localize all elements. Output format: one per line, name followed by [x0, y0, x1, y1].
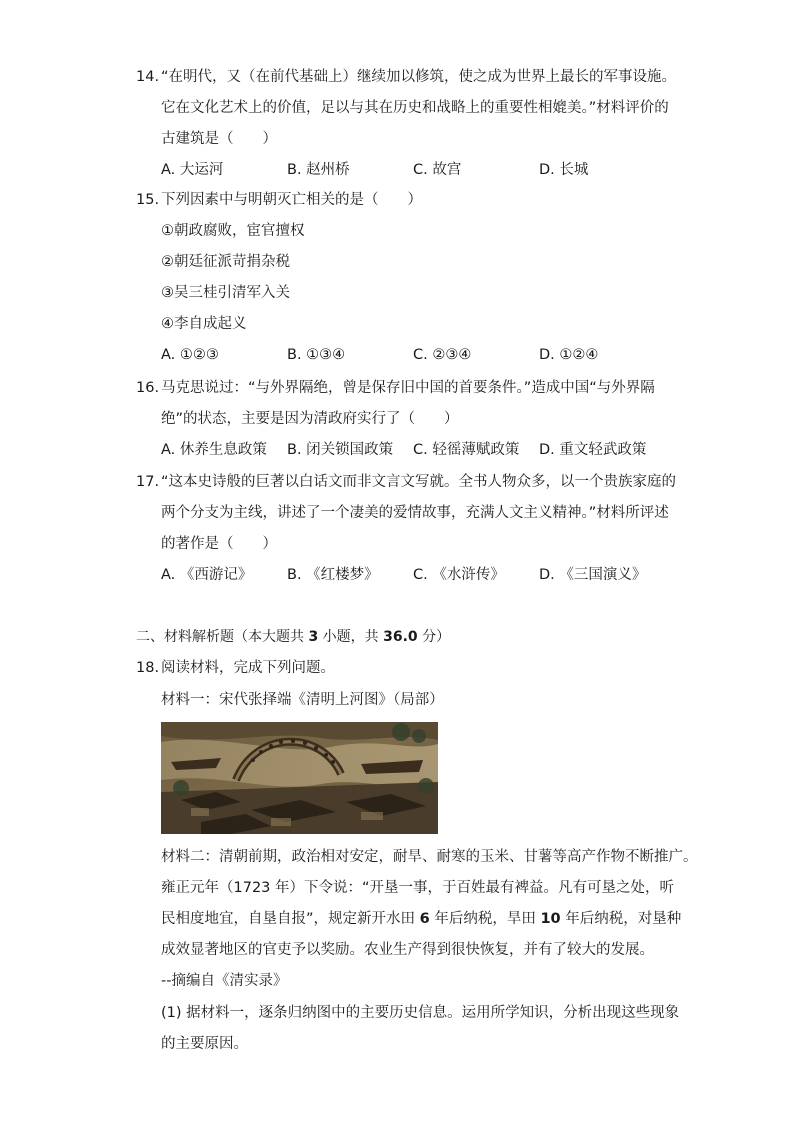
material-2-line3-c: 年后纳税，旱田	[429, 911, 541, 927]
question-14-option-d: D. 长城	[539, 162, 589, 178]
question-15-option-d: D. ①②④	[539, 347, 599, 363]
question-16-text-line1: 马克思说过：“与外界隔绝，曾是保存旧中国的首要条件。”造成中国“与外界隔	[161, 380, 655, 396]
question-15-item-4: ④李自成起义	[161, 316, 247, 332]
sub-question-1-line2: 的主要原因。	[161, 1036, 248, 1052]
question-17-option-a: A. 《西游记》	[161, 567, 253, 583]
question-15-item-2: ②朝廷征派苛捐杂税	[161, 254, 290, 270]
section-2-title-b: 小题，共	[318, 629, 384, 645]
question-17-option-d: D. 《三国演义》	[539, 567, 647, 583]
question-17-text-line3: 的著作是（ ）	[161, 536, 277, 552]
question-15-option-c: C. ②③④	[413, 347, 472, 363]
question-16-option-b: B. 闭关锁国政策	[287, 442, 394, 458]
question-14-number: 14.	[136, 69, 160, 85]
question-17-option-b: B. 《红楼梦》	[287, 567, 379, 583]
material-1-caption: 材料一：宋代张择端《清明上河图》（局部）	[161, 692, 444, 708]
question-15-text: 下列因素中与明朝灭亡相关的是（ ）	[161, 192, 422, 208]
question-14-text-line1: “在明代，又（在前代基础上）继续加以修筑，使之成为世界上最长的军事设施。	[161, 69, 677, 85]
question-18-instruction: 阅读材料，完成下列问题。	[161, 660, 335, 676]
material-2-line3-e: 年后纳税，对垦种	[560, 911, 682, 927]
question-15-item-1: ①朝政腐败，宦官擅权	[161, 223, 305, 239]
material-2-source: --摘编自《清实录》	[161, 973, 288, 989]
question-16-text-line2: 绝”的状态，主要是因为清政府实行了（ ）	[161, 411, 459, 427]
question-16-option-d: D. 重文轻武政策	[539, 442, 647, 458]
qingming-scroll-painting-image	[161, 722, 438, 834]
question-15-number: 15.	[136, 192, 160, 208]
question-14-text-line3: 古建筑是（ ）	[161, 131, 277, 147]
question-17-number: 17.	[136, 474, 160, 490]
section-2-title-c: 分）	[417, 629, 451, 645]
section-2-heading	[136, 627, 450, 647]
question-16-option-c: C. 轻徭薄赋政策	[413, 442, 520, 458]
question-17-text-line1: “这本史诗般的巨著以白话文而非文言文写就。全书人物众多，以一个贵族家庭的	[161, 474, 677, 490]
material-2-line2: 雍正元年（1723 年）下令说：“开垦一事，于百姓最有裨益。凡有可垦之处，听	[161, 880, 675, 896]
question-16-option-a: A. 休养生息政策	[161, 442, 267, 458]
question-15-item-3: ③吴三桂引清军入关	[161, 285, 290, 301]
question-17-option-c: C. 《水浒传》	[413, 567, 505, 583]
material-2-line1: 材料二：清朝前期，政治相对安定，耐旱、耐寒的玉米、甘薯等高产作物不断推广。	[161, 849, 698, 865]
question-14-option-c: C. 故宫	[413, 162, 462, 178]
section-2-title-a: 二、材料解析题（本大题共	[136, 629, 309, 645]
section-2-score: 36.0	[383, 629, 418, 645]
section-2-count: 3	[308, 629, 319, 645]
question-14-text-line2: 它在文化艺术上的价值，足以与其在历史和战略上的重要性相媲美。”材料评价的	[161, 100, 669, 116]
sub-question-1-line1: (1) 据材料一，逐条归纳图中的主要历史信息。运用所学知识，分析出现这些现象	[161, 1005, 680, 1021]
question-14-option-a: A. 大运河	[161, 162, 224, 178]
question-14-option-b: B. 赵州桥	[287, 162, 350, 178]
material-2-line3	[161, 909, 681, 929]
question-17-text-line2: 两个分支为主线，讲述了一个凄美的爱情故事，充满人文主义精神。”材料所评述	[161, 505, 669, 521]
material-2-years-paddy: 6	[419, 911, 430, 927]
question-18-number: 18.	[136, 660, 160, 676]
question-15-option-b: B. ①③④	[287, 347, 346, 363]
material-2-line3-a: 民相度地宜，自垦自报”，规定新开水田	[161, 911, 420, 927]
question-16-number: 16.	[136, 380, 160, 396]
material-2-line4: 成效显著地区的官吏予以奖励。农业生产得到很快恢复，并有了较大的发展。	[161, 942, 654, 958]
question-15-option-a: A. ①②③	[161, 347, 219, 363]
material-2-years-dry: 10	[540, 911, 561, 927]
